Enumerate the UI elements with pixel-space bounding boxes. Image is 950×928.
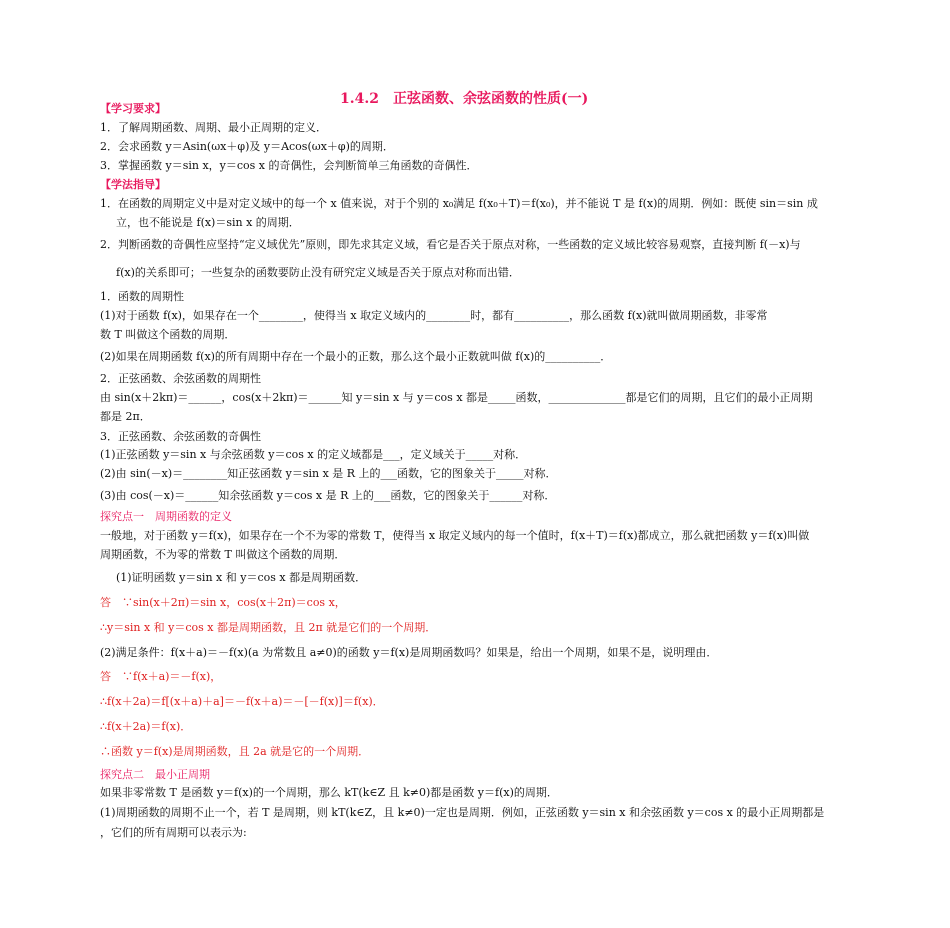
guidance-line: 1．在函数的周期定义中是对定义域中的每一个 x 值来说，对于个别的 x₀满足 f(x₀＋T)＝f(x₀)，并不能说 T 是 f(x)的周期．例如：既使 sin＝sin 成 bbox=[100, 197, 818, 210]
guidance-line: 2．判断函数的奇偶性应坚持“定义域优先”原则，即先求其定义域，看它是否关于原点对称，一些函数的定义域比较容易观察，直接判断 f(－x)与 bbox=[100, 238, 801, 251]
guidance-line: 立，也不能说是 f(x)＝sin x 的周期． bbox=[116, 216, 300, 229]
requirement-line: 1．了解周期函数、周期、最小正周期的定义． bbox=[100, 121, 327, 134]
answer-line: ∴y＝sin x 和 y＝cos x 都是周期函数，且 2π 就是它们的一个周期． bbox=[100, 621, 437, 634]
fill-blank-line: (1)对于函数 f(x)，如果存在一个________，使得当 x 取定义域内的________时，都有__________，那么函数 f(x)就叫做周期函数，非零常 bbox=[100, 309, 768, 322]
question-line: (1)证明函数 y＝sin x 和 y＝cos x 都是周期函数． bbox=[116, 571, 367, 584]
question-line: (2)满足条件：f(x＋a)＝－f(x)(a 为常数且 a≠0)的函数 y＝f(x)是周期函数吗？如果是，给出一个周期，如果不是，说明理由． bbox=[100, 646, 718, 659]
answer-line: 答 ∵sin(x＋2π)＝sin x，cos(x＋2π)＝cos x， bbox=[100, 596, 346, 609]
answer-line: 答 ∵f(x＋a)＝－f(x)， bbox=[100, 670, 222, 683]
fill-blank-line: 由 sin(x＋2kπ)＝______，cos(x＋2kπ)＝______知 y＝sin x 与 y＝cos x 都是_____函数，______________都是它们的周期，且它们的最小正周期 bbox=[100, 391, 813, 404]
fill-blank-line: (1)正弦函数 y＝sin x 与余弦函数 y＝cos x 的定义域都是___，定义域关于_____对称． bbox=[100, 448, 527, 461]
definition-line: ，它们的所有周期可以表示为: bbox=[100, 826, 247, 839]
fill-blank-line: (2)如果在周期函数 f(x)的所有周期中存在一个最小的正数，那么这个最小正数就叫做 f(x)的__________． bbox=[100, 350, 612, 363]
fill-blank-line: (3)由 cos(－x)＝______知余弦函数 y＝cos x 是 R 上的___函数，它的图象关于______对称． bbox=[100, 489, 556, 502]
definition-line: 一般地，对于函数 y＝f(x)，如果存在一个不为零的常数 T，使得当 x 取定义域内的每一个值时，f(x＋T)＝f(x)都成立，那么就把函数 y＝f(x)叫做 bbox=[100, 529, 810, 542]
explore-heading-1: 探究点一 周期函数的定义 bbox=[100, 510, 232, 523]
explore-heading-2: 探究点二 最小正周期 bbox=[100, 768, 210, 781]
guidance-line: f(x)的关系即可；一些复杂的函数要防止没有研究定义域是否关于原点对称而出错． bbox=[116, 266, 520, 279]
page-title: 1.4.2 正弦函数、余弦函数的性质(一) bbox=[340, 91, 589, 107]
answer-line: ∴函数 y＝f(x)是周期函数，且 2a 就是它的一个周期． bbox=[100, 745, 370, 758]
requirement-line: 2．会求函数 y＝Asin(ωx＋φ)及 y＝Acos(ωx＋φ)的周期． bbox=[100, 140, 394, 153]
section-heading: 2．正弦函数、余弦函数的周期性 bbox=[100, 372, 261, 385]
answer-line: ∴f(x＋2a)＝f(x)． bbox=[100, 720, 192, 733]
section-tag-guidance: 【学法指导】 bbox=[100, 178, 166, 191]
section-heading: 3．正弦函数、余弦函数的奇偶性 bbox=[100, 430, 261, 443]
definition-line: (1)周期函数的周期不止一个，若 T 是周期，则 kT(k∈Z，且 k≠0)一定也是周期．例如，正弦函数 y＝sin x 和余弦函数 y＝cos x 的最小正周期都是 bbox=[100, 806, 825, 819]
answer-line: ∴f(x＋2a)＝f[(x＋a)＋a]＝－f(x＋a)＝－[－f(x)]＝f(x)． bbox=[100, 695, 384, 708]
fill-blank-line: (2)由 sin(－x)＝________知正弦函数 y＝sin x 是 R 上的___函数，它的图象关于_____对称． bbox=[100, 467, 557, 480]
definition-line: 如果非零常数 T 是函数 y＝f(x)的一个周期，那么 kT(k∈Z 且 k≠0)都是函数 y＝f(x)的周期． bbox=[100, 786, 558, 799]
fill-blank-line: 都是 2π． bbox=[100, 410, 151, 423]
definition-line: 周期函数，不为零的常数 T 叫做这个函数的周期． bbox=[100, 548, 346, 561]
fill-blank-line: 数 T 叫做这个函数的周期． bbox=[100, 328, 236, 341]
section-heading: 1．函数的周期性 bbox=[100, 290, 184, 303]
section-tag-requirements: 【学习要求】 bbox=[100, 102, 166, 115]
requirement-line: 3．掌握函数 y＝sin x，y＝cos x 的奇偶性，会判断简单三角函数的奇偶性． bbox=[100, 159, 478, 172]
